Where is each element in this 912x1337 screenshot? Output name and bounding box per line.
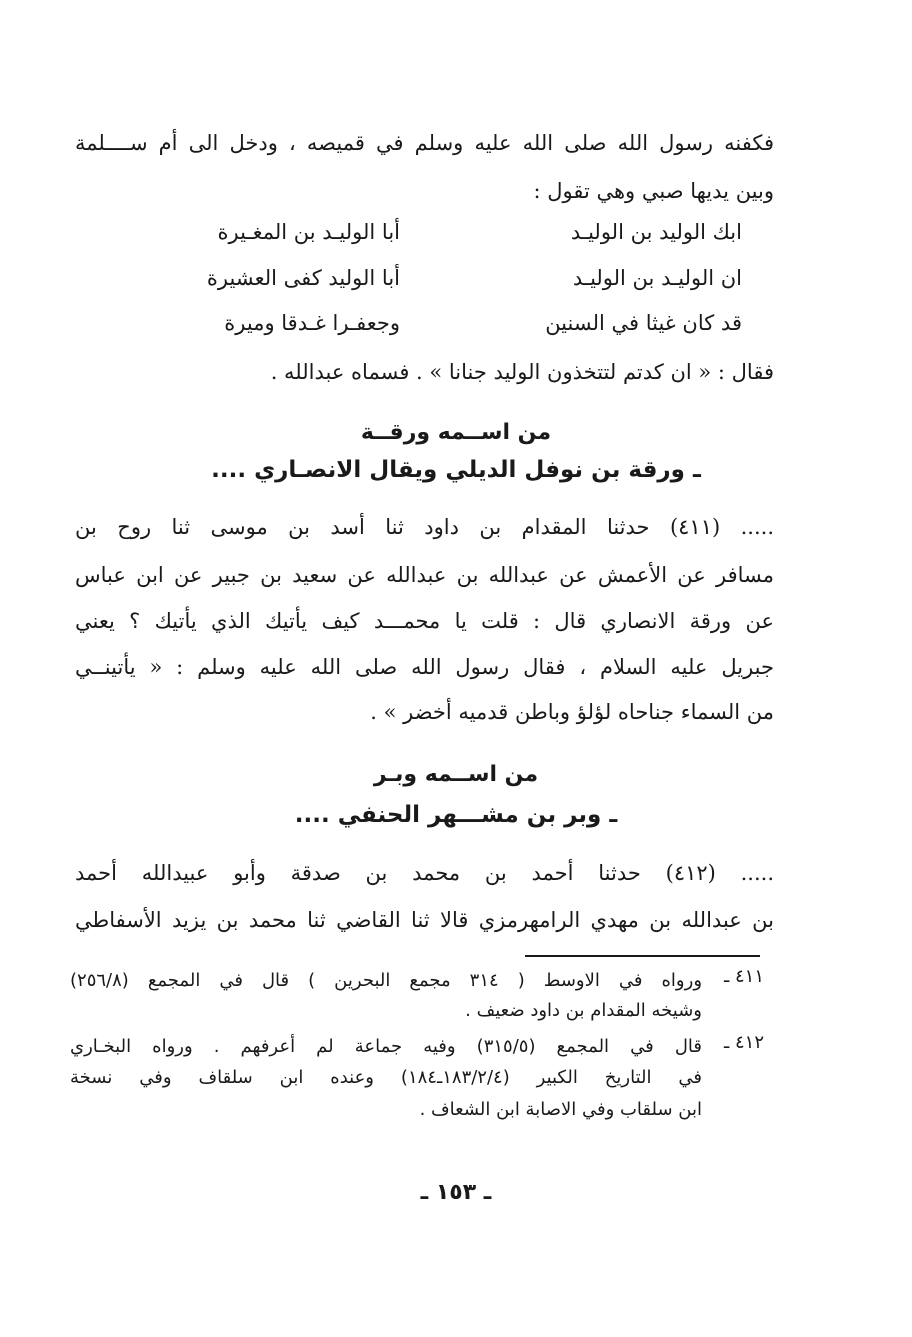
page-number: ـ ١٥٣ ـ: [420, 1180, 492, 1205]
body-line: بن عبدالله بن مهدي الرامهرمزي قالا ثنا القاضي ثنا محمد بن يزيد الأسفاطي: [75, 908, 774, 932]
body-line: جبريل عليه السلام ، فقال رسول الله صلى الله عليه وسلم : « يأتينــي: [75, 655, 774, 679]
footnote-line: قال في المجمع (٣١٥/٥) وفيه جماعة لم أعرفهم . ورواه البخـاري: [70, 1036, 702, 1057]
body-line: وبين يديها صبي وهي تقول :: [533, 179, 774, 203]
footnote-line: وشيخه المقدام بن داود ضعيف .: [465, 1000, 702, 1021]
body-line: مسافر عن الأعمش عن عبدالله بن عبدالله عن سعيد بن جبير عن ابن عباس: [75, 563, 774, 587]
section-heading: من اســمه وبـر: [373, 762, 539, 787]
poem-verse: [140, 220, 742, 254]
footnote-number: ٤١١ ـ: [723, 966, 764, 987]
body-line: ..... (٤١١) حدثنا المقدام بن داود ثنا أسد بن موسى ثنا روح بن: [75, 515, 774, 539]
body-line: فكفنه رسول الله صلى الله عليه وسلم في قميصه ، ودخل الى أم ســــلمة: [75, 131, 774, 155]
poem-hemistich-first: قد كان غيثا في السنين: [545, 311, 742, 335]
footnote-number: ٤١٢ ـ: [723, 1032, 764, 1053]
poem-hemistich-first: ان الوليـد بن الوليـد: [572, 266, 742, 290]
body-line: من السماء جناحاه لؤلؤ وباطن قدميه أخضر » .: [370, 700, 774, 724]
poem-verse: [140, 266, 742, 300]
footnote-separator: [525, 955, 760, 957]
poem-hemistich-second: أبا الوليـد بن المغـيرة: [217, 220, 400, 244]
section-subheading: ـ وبر بن مشـــهر الحنفي ....: [294, 802, 618, 828]
poem-verse: [140, 311, 742, 345]
poem-hemistich-second: أبا الوليد كفى العشيرة: [206, 266, 400, 290]
poem-hemistich-first: ابك الوليد بن الوليـد: [570, 220, 742, 244]
footnote-line: ورواه في الاوسط ( ٣١٤ مجمع البحرين ) قال في المجمع (٢٥٦/٨): [70, 970, 702, 991]
footnote-line: ابن سلقاب وفي الاصابة ابن الشعاف .: [419, 1099, 702, 1120]
body-line: فقال : « ان كدتم لتتخذون الوليد جنانا » . فسماه عبدالله .: [270, 360, 774, 384]
body-line: ..... (٤١٢) حدثنا أحمد بن محمد بن صدقة وأبو عبيدالله أحمد: [75, 861, 774, 885]
section-heading: من اســمه ورقــة: [360, 420, 552, 445]
section-subheading: ـ ورقة بن نوفل الديلي ويقال الانصـاري ....: [211, 457, 701, 483]
body-line: عن ورقة الانصاري قال : قلت يا محمـــد كيف يأتيك الذي يأتيك ؟ يعني: [75, 609, 774, 633]
poem-hemistich-second: وجعفـرا غـدقا وميرة: [224, 311, 400, 335]
footnote-line: في التاريخ الكبير (١٨٣/٢/٤ـ١٨٤) وعنده ابن سلقاف وفي نسخة: [70, 1067, 702, 1088]
